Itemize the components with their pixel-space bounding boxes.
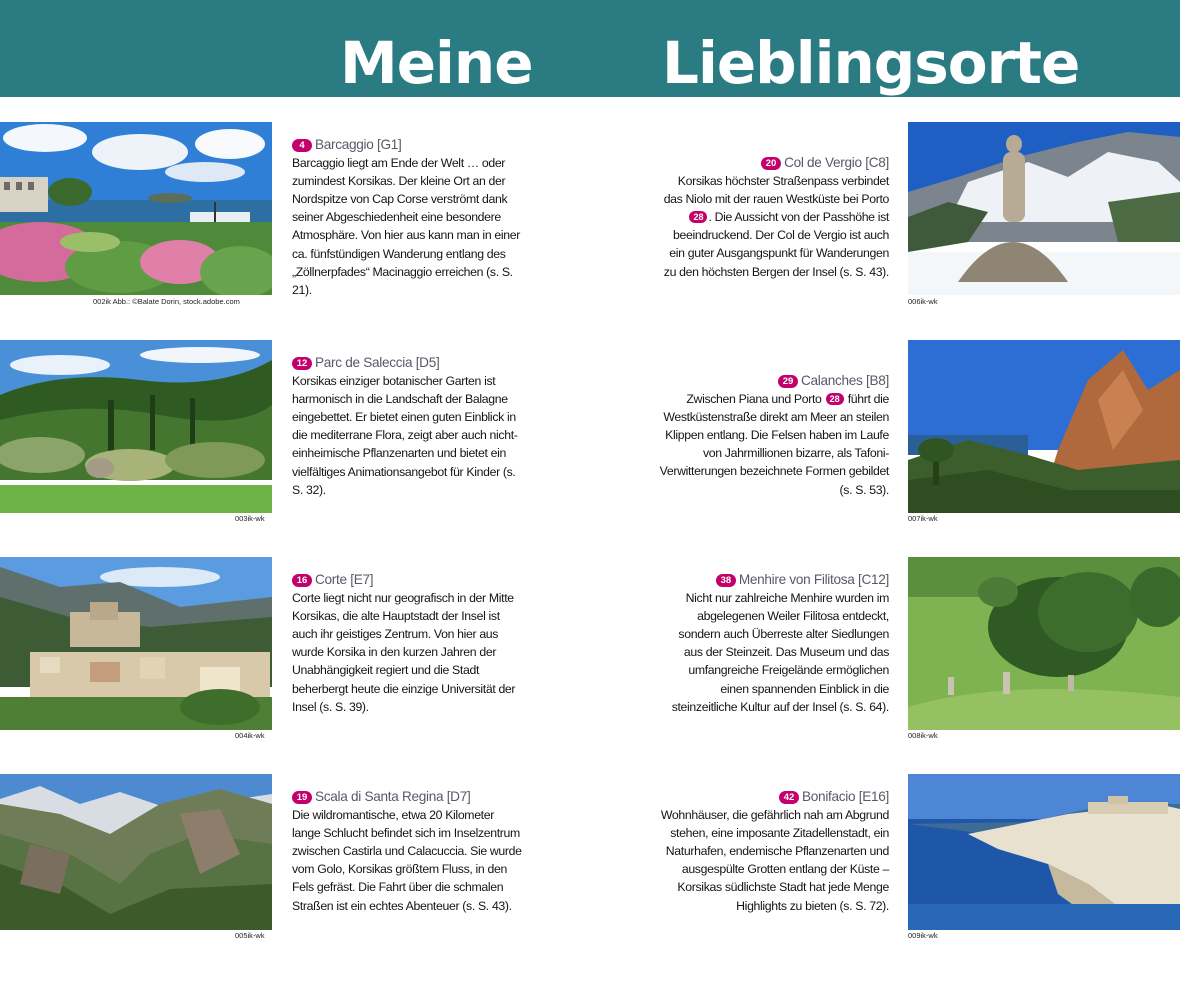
entry-description: Zwischen Piana und Porto 28 führt die Westküstenstraße direkt am Meer an steilen Klippen entlang. Die Felsen haben im Laufe von Jahrmillionen bizarre, als Tafoni-Verwitterungen bezeichnete Formen gebildet (s. S. 53). — [659, 392, 889, 497]
entry-grid-ref: [B8] — [866, 373, 889, 388]
photo-credit: 008ik-wk — [908, 731, 938, 740]
photo-credit: 006ik-wk — [908, 297, 938, 306]
entry-name: Barcaggio — [315, 137, 374, 152]
entry-description: Wohnhäuser, die gefährlich nah am Abgrund stehen, eine imposante Zitadellenstadt, ein Naturhafen, endemische Pflanzenarten und ausgespülte Grotten entlang der Küste – Korsikas südlichste Stadt hat jede Menge Highlights zu bieten (s. S. 72). — [660, 808, 889, 913]
map-number-badge: 42 — [779, 791, 799, 804]
entry-description: Corte liegt nicht nur geografisch in der Mitte Korsikas, die alte Hauptstadt der Insel ist auch ihr geistiges Zentrum. Von hier aus wurde Korsika in den kurzen Jahren der Unabhängigkeit regiert und die Stadt beherbergt heute die einzige Universität der Insel (s. S. 39). — [292, 591, 516, 714]
photo-credit: 002ik Abb.: ©Balate Dorin, stock.adobe.com — [93, 297, 240, 306]
header-banner — [0, 0, 1180, 97]
entry-name: Col de Vergio — [784, 155, 862, 170]
entry-heading — [657, 571, 889, 589]
entry-heading — [292, 136, 524, 154]
photo-parc-de-saleccia — [0, 340, 272, 513]
photo-credit: 004ik-wk — [235, 731, 265, 740]
entry-name: Corte — [315, 572, 347, 587]
entry-calanches — [657, 372, 889, 499]
photo-scala-di-santa-regina — [0, 774, 272, 930]
photo-barcaggio — [0, 122, 272, 295]
entry-bonifacio — [657, 788, 889, 915]
entry-heading — [292, 788, 524, 806]
entry-heading — [657, 154, 889, 172]
photo-credit: 007ik-wk — [908, 514, 938, 523]
entry-grid-ref: [E16] — [858, 789, 889, 804]
entry-description: Nicht nur zahlreiche Menhire wurden im abgelegenen Weiler Filitosa entdeckt, sondern auch Überreste alter Siedlungen aus der Steinzeit. Das Museum und das umfangreiche Freigelände ermöglichen einen spannenden Einblick in die steinzeitliche Kultur auf der Insel (s. S. 64). — [671, 591, 889, 714]
photo-credit: 005ik-wk — [235, 931, 265, 940]
entry-description: Korsikas einziger botanischer Garten ist harmonisch in die Landschaft der Balagne eingebettet. Er bietet einen guten Einblick in die mediterrane Flora, zeigt aber auch nicht-einheimische Pflanzenarten und bietet ein vielfältiges Animationsangebot für Kinder (s. S. 32). — [292, 374, 518, 497]
entry-name: Calanches — [800, 373, 863, 388]
entry-heading — [292, 354, 524, 372]
map-number-badge: 38 — [716, 574, 736, 587]
entry-menhire-von-filitosa — [657, 571, 889, 716]
entry-grid-ref: [C8] — [865, 155, 889, 170]
page-title-word-1: Meine — [340, 29, 533, 97]
map-number-badge: 16 — [292, 574, 312, 587]
photo-calanches — [908, 340, 1180, 513]
entry-description: Korsikas höchster Straßenpass verbindet das Niolo mit der rauen Westküste bei Porto 28 . Die Aussicht von der Passhöhe ist beeindruckend. Der Col de Vergio ist auch ein guter Ausgangspunkt für Wanderungen zu den höchsten Bergen der Insel (s. S. 43). — [663, 174, 889, 279]
map-number-badge: 28 — [826, 393, 844, 405]
entry-description: Barcaggio liegt am Ende der Welt … oder zumindest Korsikas. Der kleine Ort an der Nordspitze von Cap Corse verströmt dank seiner Abgeschiedenheit eine besondere Atmosphäre. Von hier aus kann man in einer ca. fünfstündigen Wanderung entlang des „Zöllnerpfades“ Macinaggio erreichen (s. S. 21). — [292, 156, 520, 297]
map-number-badge: 4 — [292, 139, 312, 152]
photo-credit: 003ik-wk — [235, 514, 265, 523]
photo-corte — [0, 557, 272, 730]
entry-barcaggio — [292, 136, 524, 299]
entry-grid-ref: [G1] — [377, 137, 402, 152]
entry-scala-di-santa-regina — [292, 788, 524, 915]
photo-col-de-vergio — [908, 122, 1180, 295]
page-title-word-2: Lieblingsorte — [662, 29, 1080, 97]
map-number-badge: 12 — [292, 357, 312, 370]
entry-description: Die wildromantische, etwa 20 Kilometer lange Schlucht befindet sich im Inselzentrum zwischen Castirla und Calacuccia. Sie wurde vom Golo, Korsikas größtem Fluss, in den Fels gefräst. Die Fahrt über die schmalen Straßen ist ein echtes Abenteuer (s. S. 43). — [292, 808, 522, 913]
entry-name: Scala di Santa Regina — [315, 789, 444, 804]
map-number-badge: 20 — [761, 157, 781, 170]
photo-menhire-von-filitosa — [908, 557, 1180, 730]
map-number-badge: 28 — [689, 211, 707, 223]
entry-corte — [292, 571, 524, 716]
entry-heading — [657, 788, 889, 806]
entry-grid-ref: [D5] — [415, 355, 440, 370]
entry-name: Parc de Saleccia — [315, 355, 413, 370]
photo-bonifacio — [908, 774, 1180, 930]
entry-grid-ref: [C12] — [858, 572, 889, 587]
entry-name: Menhire von Filitosa — [738, 572, 855, 587]
entry-name: Bonifacio — [802, 789, 856, 804]
entry-col-de-vergio — [657, 154, 889, 281]
entry-grid-ref: [D7] — [446, 789, 471, 804]
map-number-badge: 29 — [778, 375, 798, 388]
entry-heading — [292, 571, 524, 589]
entry-grid-ref: [E7] — [350, 572, 374, 587]
map-number-badge: 19 — [292, 791, 312, 804]
entry-parc-de-saleccia — [292, 354, 524, 499]
photo-credit: 009ik-wk — [908, 931, 938, 940]
entry-heading — [657, 372, 889, 390]
